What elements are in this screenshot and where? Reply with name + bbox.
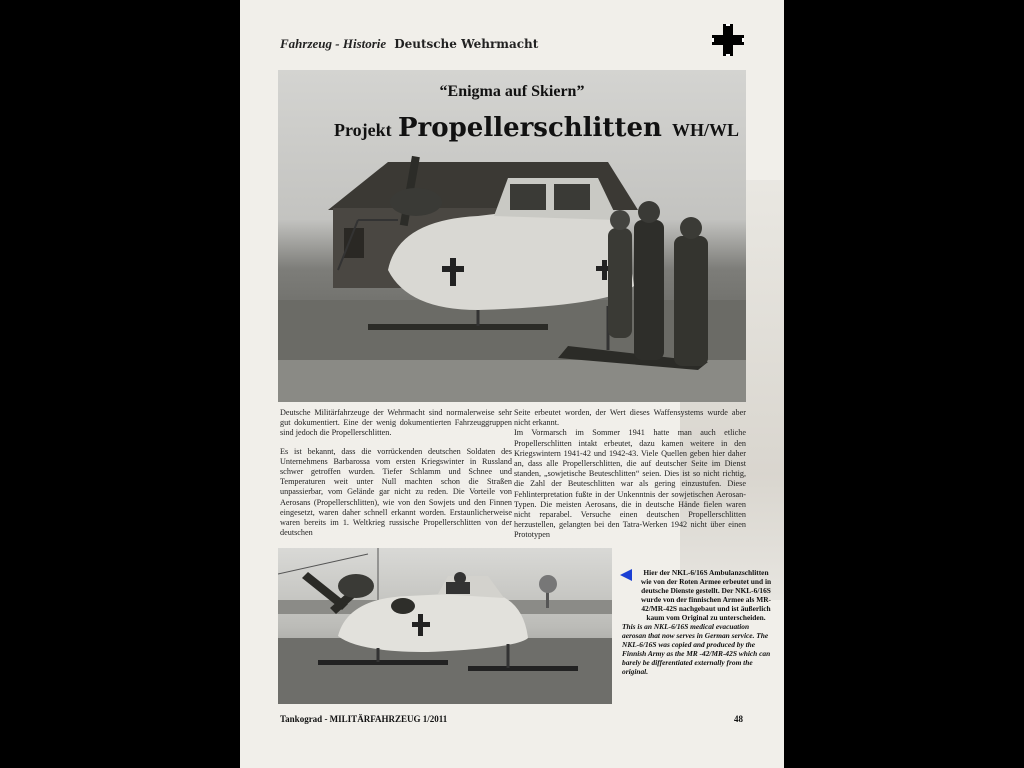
body-paragraph: Im Vormarsch im Sommer 1941 hatte man auch etliche Propellerschlitten intakt erbeutet, dazu kamen weitere in den Kriegswintern 1941-42 und 1942-43. Viele Quellen geben hier daher an, dass alle Propellerschlitten, die auf deutscher Seite im Dienst standen, „sowjetische Beuteschlitten“ seien. Dies ist so nicht richtig, die Zahl der Beuteschlitten war als gering einzustufen. Diese Fehlinterpretation fußte in der Unkenntnis der sowjetischen Aerosan-Typen. Die meisten Aerosans, die in deutsche Hände fielen waren nicht reparabel. Versuche einen deutschen Propellerschlitten herzustellen, gelangten bei den Tatra-Werken 1942 nicht über einen Prototypen	[514, 428, 746, 540]
body-paragraph: Es ist bekannt, dass die vorrückenden deutschen Soldaten des Unternehmens Barbarossa vom ersten Kriegswinter in Russland schwer getroffen wurden. Tiefer Schlamm und Schnee und Temperaturen weit unter Null machten schon die Straßen unpassierbar, vom Gelände gar nicht zu reden. Die Vorteile von Aerosans (Propellerschlitten), wie von den Sowjets und den Finnen eingesetzt, waren daher schnell erkannt worden. Erstaunlicherweise waren bereits im 1. Weltkrieg russische Propellerschlitten von der deutschen	[280, 446, 512, 538]
body-paragraph: Seite erbeutet worden, der Wert dieses Waffensystems wurde aber nicht erkannt.	[514, 408, 746, 428]
title-suffix: WH/WL	[672, 120, 740, 140]
title-main: Propellerschlitten	[398, 113, 662, 143]
main-photo-propellerschlitten	[278, 70, 746, 402]
photo-nkl-6-16s-ambulance	[278, 548, 612, 704]
caption-english: This is an NKL-6/16S medical evacuation aerosan that now serves in German service. The NKL-6/16S was copied and produced by the Finnish Army as the MR -42/MR-42S which can barely be differentiated externally from the original.	[622, 622, 771, 676]
body-column-right	[514, 408, 746, 549]
header-subsection: Deutsche Wehrmacht	[394, 37, 539, 51]
balkenkreuz-icon	[712, 24, 744, 56]
body-column-left	[280, 408, 512, 546]
header-section: Fahrzeug - Historie	[280, 36, 387, 51]
photo-caption	[622, 568, 772, 676]
page-header	[280, 36, 538, 52]
footer-publication: Tankograd - MILITÄRFAHRZEUG 1/2011	[280, 714, 448, 724]
magazine-page	[240, 0, 784, 768]
body-paragraph: Deutsche Militärfahrzeuge der Wehrmacht sind normalerweise sehr gut dokumentiert. Eine der wenig dokumentierten Fahrzeuggruppen sind jedoch die Propellerschlitten.	[280, 408, 512, 438]
caption-german: Hier der NKL-6/16S Ambulanzschlitten wie von der Roten Armee erbeutet und in deutsche Dienste gestellt. Der NKL-6/16S wurde von der finnischen Armee als MR-42/MR-42S nachgebaut und ist äußerlich kaum vom Original zu unterscheiden.	[640, 568, 772, 622]
title-quote: “Enigma auf Skiern”	[439, 83, 585, 100]
title-prefix: Projekt	[334, 120, 392, 140]
page-number: 48	[734, 714, 743, 724]
